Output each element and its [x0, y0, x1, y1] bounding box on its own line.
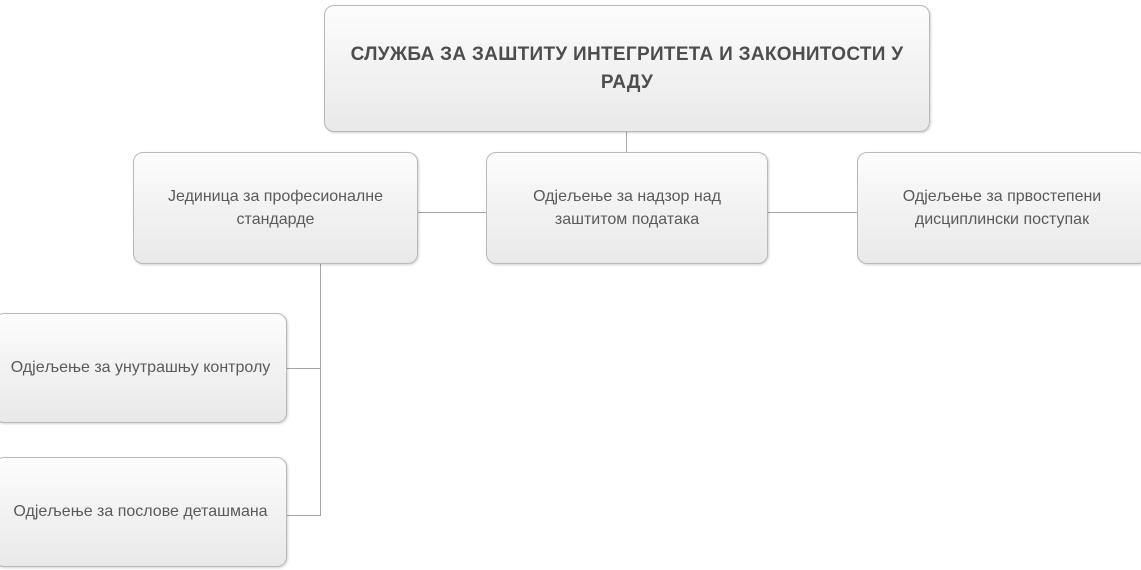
node-label: Одјељење за унутрашњу контролу	[10, 359, 271, 377]
node-dept-detachment-affairs[interactable]	[0, 457, 287, 567]
node-unit-professional-standards[interactable]	[133, 152, 418, 264]
node-label: Одјељење за послове деташмана	[13, 503, 268, 521]
connector-unit-down	[320, 264, 321, 516]
connector-to-internal-control	[287, 368, 321, 369]
node-label: Одјељење за првостепени дисциплински поступак	[902, 187, 1102, 228]
node-dept-internal-control[interactable]	[0, 313, 287, 423]
node-label: СЛУЖБА ЗА ЗАШТИТУ ИНТЕГРИТЕТА И ЗАКОНИТОСТИ У РАДУ	[350, 43, 904, 93]
node-service-title[interactable]	[324, 5, 930, 132]
connector-right-branch	[768, 212, 857, 213]
node-dept-data-protection-supervision[interactable]	[486, 152, 768, 264]
connector-to-detachment	[287, 515, 321, 516]
node-dept-first-instance-disciplinary[interactable]	[857, 152, 1141, 264]
node-label: Јединица за професионалне стандарде	[168, 187, 383, 228]
connector-left-branch	[418, 212, 486, 213]
connector-root-to-row	[626, 131, 627, 154]
node-label: Одјељење за надзор над заштитом података	[533, 187, 721, 228]
